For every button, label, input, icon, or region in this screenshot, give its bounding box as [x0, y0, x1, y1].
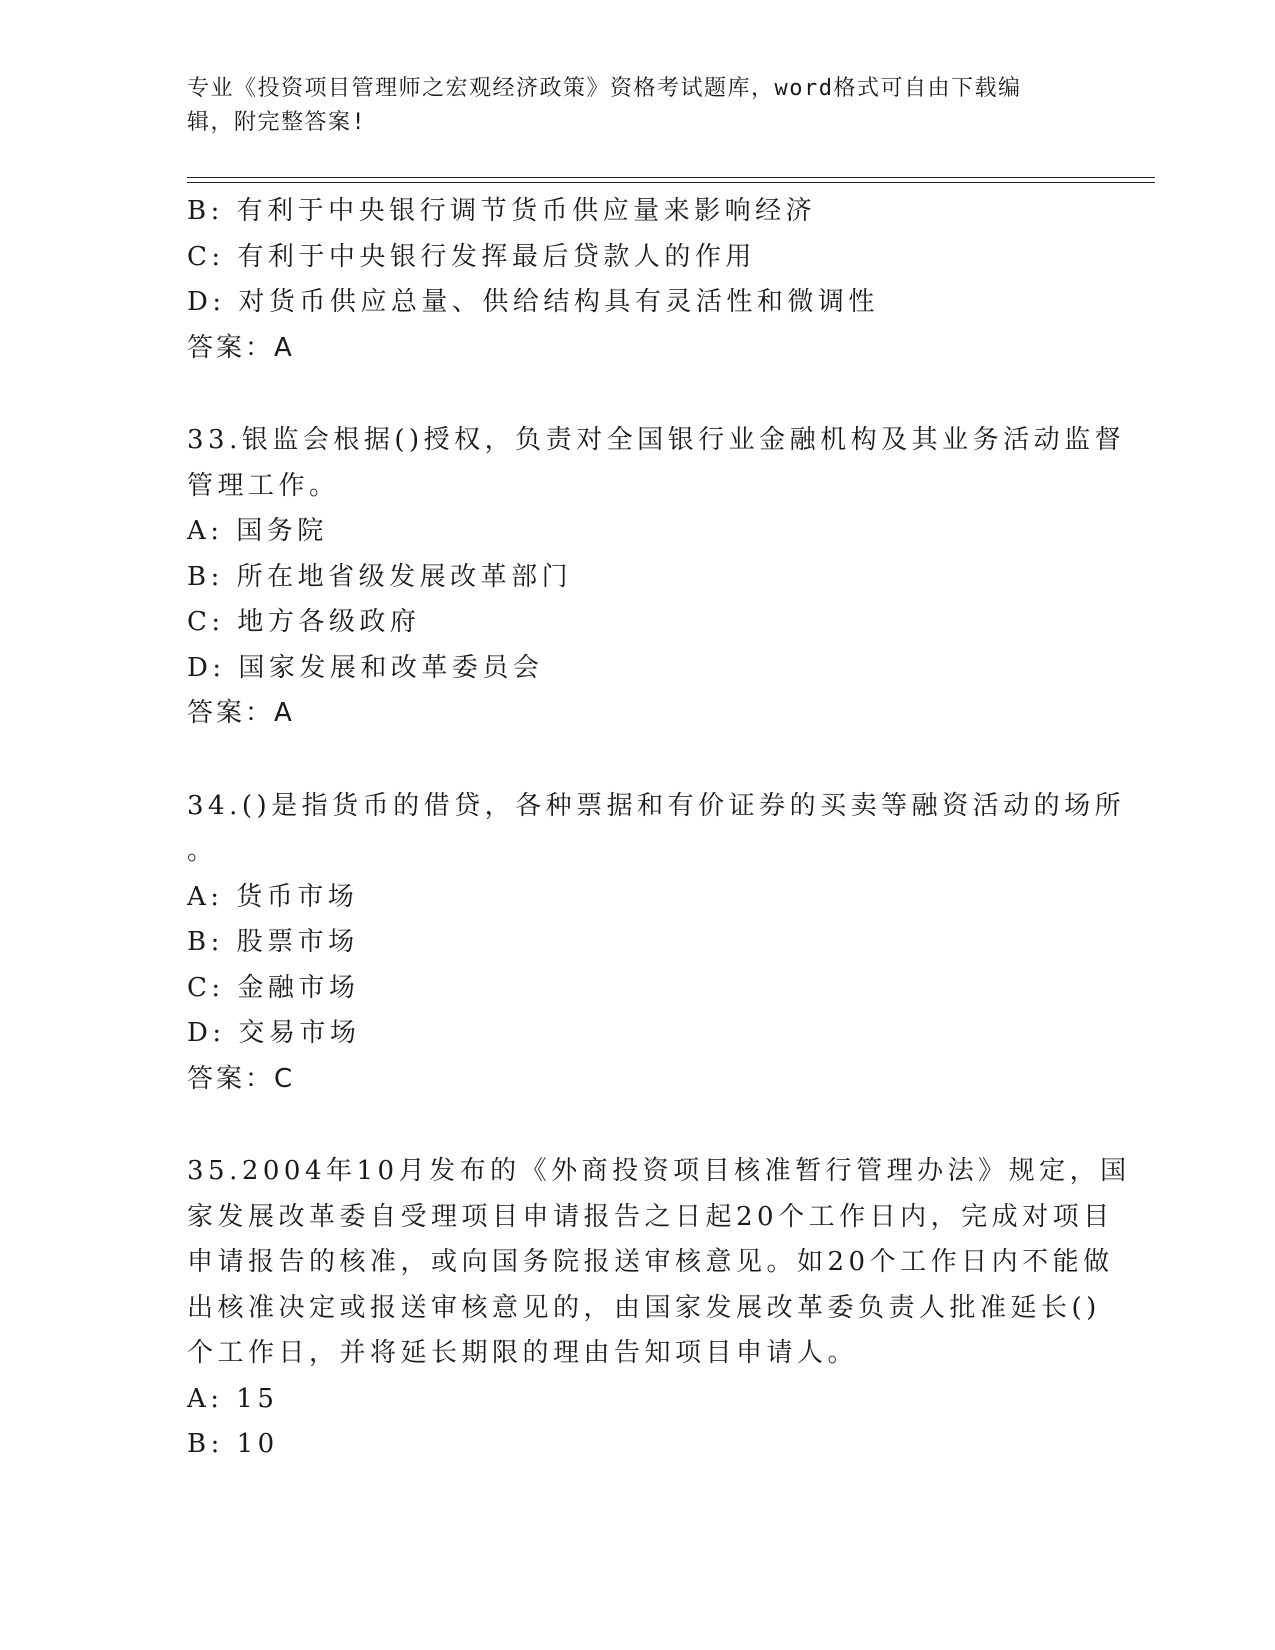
option-a: A: 15 — [187, 1383, 279, 1414]
answer-line: 答案：A — [187, 332, 295, 363]
question-stem-line: 家发展改革委自受理项目申请报告之日起20个工作日内，完成对项目 — [187, 1201, 1114, 1232]
answer-line: 答案：A — [187, 698, 295, 728]
option-b: B: 所在地省级发展改革部门 — [187, 561, 573, 592]
option-a: A: 货币市场 — [187, 881, 359, 912]
header-divider-top — [187, 177, 1155, 178]
option-d: D: 交易市场 — [187, 1018, 361, 1048]
question-spacer — [187, 1102, 1067, 1149]
option-c: C: 有利于中央银行发挥最后贷款人的作用 — [187, 241, 756, 272]
question-stem-line: 34.()是指货币的借贷，各种票据和有价证券的买卖等融资活动的场所 — [187, 790, 1126, 821]
question-stem-line: 个工作日，并将延长期限的理由告知项目申请人。 — [187, 1338, 859, 1368]
question-stem-line: 35.2004年10月发布的《外商投资项目核准暂行管理办法》规定，国 — [187, 1156, 1131, 1186]
question-stem-line: 。 — [187, 836, 218, 866]
option-c: C: 金融市场 — [187, 972, 360, 1003]
question-list — [187, 189, 1131, 1468]
question-35 — [187, 1149, 1131, 1468]
question-spacer — [187, 371, 1067, 418]
header-line-2: 辑，附完整答案! — [187, 110, 367, 135]
option-d: D: 对货币供应总量、供给结构具有灵活性和微调性 — [187, 287, 879, 317]
option-a: A: 国务院 — [187, 516, 328, 546]
question-32-tail — [187, 189, 1067, 371]
answer-line: 答案：C — [187, 1063, 296, 1094]
question-stem-line: 管理工作。 — [187, 470, 340, 501]
option-d: D: 国家发展和改革委员会 — [187, 652, 544, 683]
question-stem-line: 申请报告的核准，或向国务院报送审核意见。如20个工作日内不能做 — [187, 1247, 1114, 1277]
option-b: B: 股票市场 — [187, 927, 359, 957]
question-33 — [187, 418, 1126, 737]
header-line-1: 专业《投资项目管理师之宏观经济政策》资格考试题库，word格式可自由下载编 — [187, 76, 1022, 101]
document-header — [187, 72, 1067, 140]
option-b: B: 10 — [187, 1429, 279, 1459]
question-stem-line: 出核准决定或报送审核意见的，由国家发展改革委负责人批准延长() — [187, 1292, 1101, 1323]
question-spacer — [187, 737, 1067, 784]
option-b: B: 有利于中央银行调节货币供应量来影响经济 — [187, 196, 817, 226]
option-c: C: 地方各级政府 — [187, 607, 421, 637]
question-stem-line: 33.银监会根据()授权，负责对全国银行业金融机构及其业务活动监督 — [187, 425, 1126, 455]
question-34 — [187, 784, 1126, 1103]
header-divider-bottom — [187, 182, 1155, 183]
